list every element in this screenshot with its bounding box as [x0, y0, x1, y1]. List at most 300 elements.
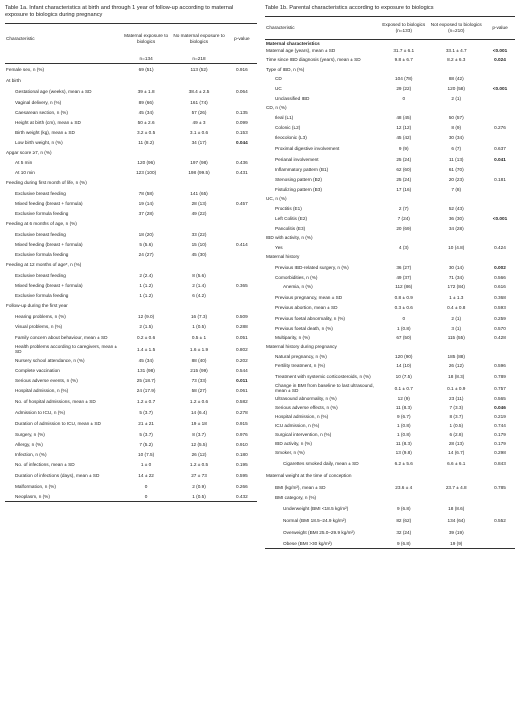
row-label: Surgical intervention, n (%) — [275, 432, 332, 438]
row-exposed-value — [380, 469, 428, 481]
row-p-value: 0.259 — [494, 315, 506, 321]
row-not-exposed-value: 1.2 ± 0.5 — [189, 461, 209, 467]
row-not-exposed-value: 10 (4.8) — [448, 244, 465, 250]
row-p-value — [485, 351, 515, 361]
row-p-value — [227, 97, 257, 107]
row-label: Feeding during first month of life, n (%) — [6, 180, 87, 186]
table-row — [5, 375, 257, 385]
row-label: Serious adverse effects, n (%) — [275, 405, 338, 411]
row-exposed-value: 104 (78) — [395, 75, 413, 81]
row-exposed-value: 19 (14) — [138, 200, 154, 206]
row-not-exposed-value: 134 (64) — [447, 517, 465, 523]
row-label: Left Colitis (E2) — [275, 215, 308, 221]
table-row — [5, 417, 257, 429]
table-row — [5, 229, 257, 239]
row-label: Comorbidities, n (%) — [275, 275, 318, 281]
row-label: CD, n (%) — [266, 105, 287, 111]
row-exposed-value: 11 (8.3) — [395, 441, 412, 447]
row-not-exposed-value: 23 (11) — [448, 396, 464, 402]
row-p-value: 0.457 — [236, 200, 248, 206]
row-p-value — [485, 538, 515, 549]
row-not-exposed-value: 15 (10) — [191, 241, 207, 247]
row-not-exposed-value: 18 (8.3) — [448, 373, 465, 379]
row-p-value — [485, 184, 515, 194]
row-p-value: 0.436 — [236, 159, 248, 165]
row-label: No. of hospital admissions, mean ± SD — [15, 398, 96, 404]
row-not-exposed-value: 57 (26) — [191, 109, 207, 115]
header-not-exposed: No maternal exposure to biologics — [171, 24, 226, 55]
row-not-exposed-value — [428, 65, 486, 73]
row-not-exposed-value — [171, 75, 226, 86]
row-not-exposed-value — [171, 259, 226, 270]
table-row — [5, 355, 257, 365]
row-not-exposed-value: 12 (5.5) — [190, 441, 208, 447]
table-row — [5, 300, 257, 311]
table-row — [265, 93, 515, 103]
table-row — [265, 394, 515, 403]
row-p-value — [485, 252, 515, 261]
table-row — [5, 157, 257, 167]
table-row — [265, 481, 515, 493]
row-exposed-value: 0.3 ± 0.6 — [394, 305, 413, 311]
row-exposed-value: 25 (18.7) — [136, 377, 156, 383]
table-1a-count-row — [5, 54, 257, 64]
row-label: Underweight (BMI <18.5 kg/m²) — [283, 505, 349, 511]
row-not-exposed-value — [171, 177, 226, 188]
row-not-exposed-value: 7 (3.3) — [449, 405, 464, 411]
row-label: Previous foetal abnormality, n (%) — [275, 315, 345, 321]
row-label: Maternal characteristics — [266, 41, 320, 47]
row-exposed-value: 17 (16) — [396, 186, 412, 192]
table-row — [265, 252, 515, 261]
header-p-value: p-value — [227, 24, 257, 55]
row-label: Vaginal delivery, n (%) — [15, 99, 62, 105]
header-not-exposed: Not exposed to biologics (n=210) — [428, 17, 486, 40]
row-not-exposed-value: 198 (99.5) — [188, 169, 210, 175]
row-label: Inflammatory pattern (B1) — [275, 166, 329, 172]
row-label: Maternal history during pregnancy — [266, 344, 337, 350]
table-row — [265, 412, 515, 421]
row-not-exposed-value: 71 (34) — [448, 275, 464, 281]
row-p-value: 0.153 — [236, 129, 248, 135]
row-p-value: 0.582 — [236, 398, 248, 404]
row-label: Pancolitis (E3) — [275, 225, 306, 231]
table-row — [5, 208, 257, 218]
row-not-exposed-value: 2 (1) — [451, 315, 462, 321]
row-not-exposed-value: 88 (42) — [448, 75, 464, 81]
row-exposed-value: 12 (12) — [396, 124, 412, 130]
row-not-exposed-value: 120 (58) — [447, 85, 465, 91]
table-1b-title: Table 1b. Parental characteristics according to exposure to biologics — [265, 5, 434, 11]
row-not-exposed-value: 185 (88) — [447, 353, 465, 359]
row-label: Unclassified IBD — [275, 95, 310, 101]
row-exposed-value: 1 (0.8) — [396, 326, 411, 332]
row-label: Maternal age (years), mean ± SD — [266, 48, 336, 54]
row-label: Change in BMI from baseline to last ultrasound, mean ± SD — [275, 383, 374, 394]
row-not-exposed-value: 2 (1) — [451, 95, 462, 101]
table-1a — [5, 23, 257, 502]
row-not-exposed-value: 0.1 ± 0.9 — [447, 385, 466, 391]
row-label: Natural pregnancy, n (%) — [275, 353, 327, 359]
row-exposed-value: 18 (20) — [138, 231, 154, 237]
row-p-value: 0.179 — [494, 441, 506, 447]
row-p-value: 0.616 — [494, 284, 506, 290]
row-not-exposed-value: 161 (74) — [190, 99, 208, 105]
header-exposed: Maternal exposure to biologics — [121, 24, 171, 55]
row-exposed-value: 82 (62) — [396, 517, 412, 523]
row-exposed-value: 5 (3.7) — [139, 409, 153, 415]
table-row — [265, 154, 515, 164]
row-not-exposed-value: 14 (6.4) — [190, 409, 208, 415]
row-exposed-value: 11 (8.3) — [395, 405, 412, 411]
row-label: At 10 min — [15, 169, 35, 175]
row-p-value: 0.195 — [236, 461, 248, 467]
row-exposed-value: 50 ± 2.6 — [137, 119, 155, 125]
row-label: Multiparity, n (%) — [275, 335, 310, 341]
row-label: Malformation, n (%) — [15, 483, 56, 489]
table-row — [5, 218, 257, 229]
row-exposed-value: 20 (69) — [396, 225, 412, 231]
row-not-exposed-value: 1 (0.5) — [449, 423, 464, 429]
row-not-exposed-value: 19 ± 18 — [191, 420, 207, 426]
row-not-exposed-value: 33.1 ± 4.7 — [445, 48, 467, 54]
row-not-exposed-value: 18 (8.6) — [448, 505, 465, 511]
table-row — [265, 174, 515, 184]
row-p-value: 0.046 — [494, 405, 506, 411]
row-label: Health problems according to caregivers, mean ± SD — [15, 344, 118, 355]
table-row — [5, 469, 257, 481]
row-not-exposed-value: 1 ± 1.3 — [449, 294, 464, 300]
row-exposed-value: 29 (22) — [396, 85, 412, 91]
row-p-value: 0.135 — [236, 109, 248, 115]
row-label: Fertility treatment, n (%) — [275, 363, 326, 369]
row-label: Anemia, n (%) — [283, 284, 313, 290]
row-label: At 5 min — [15, 159, 33, 165]
table-row — [265, 103, 515, 112]
row-not-exposed-value: 39 (19) — [448, 529, 464, 535]
table-row — [265, 213, 515, 223]
row-p-value — [485, 164, 515, 174]
row-p-value — [227, 218, 257, 229]
row-label: IBD with activity, n (%) — [266, 235, 313, 241]
row-p-value: 0.276 — [494, 124, 506, 130]
row-exposed-value — [380, 103, 428, 112]
row-exposed-value: 9 (6.8) — [380, 538, 428, 549]
row-not-exposed-value: 50 (57) — [448, 114, 464, 120]
table-row — [5, 280, 257, 290]
table-row — [5, 407, 257, 417]
row-label: Hospital admission, n (%) — [15, 387, 69, 393]
table-1b-header-row — [265, 17, 515, 40]
row-label: Smoker, n (%) — [275, 450, 305, 456]
table-row — [5, 259, 257, 270]
row-exposed-value: 7 (24) — [397, 215, 410, 221]
row-label: Normal (BMI 18.5–24.9 kg/m²) — [283, 517, 347, 523]
row-not-exposed-value: 33 (22) — [191, 231, 207, 237]
table-row — [265, 203, 515, 213]
row-exposed-value: 13 (9.8) — [395, 450, 412, 456]
table-row — [5, 117, 257, 127]
row-p-value — [485, 526, 515, 538]
table-row — [265, 184, 515, 194]
row-p-value: 0.915 — [236, 420, 248, 426]
row-label: Previous abortion, mean ± SD — [275, 305, 338, 311]
table-row — [5, 385, 257, 395]
row-not-exposed-value: 215 (99) — [190, 367, 208, 373]
table-row — [5, 449, 257, 459]
row-label: Maternal weight at the time of conception — [266, 472, 352, 478]
row-p-value: 0.509 — [236, 313, 248, 319]
header-exposed: Exposed to biologics (n=133) — [380, 17, 428, 40]
row-exposed-value: 45 (42) — [396, 134, 412, 140]
row-label: Type of IBD, n (%) — [266, 66, 305, 72]
row-label: Stenosing pattern (B2) — [275, 176, 322, 182]
row-not-exposed-value — [428, 252, 486, 261]
row-exposed-value — [121, 75, 171, 86]
row-exposed-value: 21 ± 21 — [138, 420, 154, 426]
row-not-exposed-value: 3.1 ± 0.6 — [189, 129, 209, 135]
table-row — [265, 382, 515, 394]
table-row — [265, 469, 515, 481]
row-exposed-value — [380, 233, 428, 242]
row-p-value: 0.910 — [236, 441, 248, 447]
row-exposed-value: 9 (6.7) — [396, 414, 411, 420]
row-p-value — [485, 73, 515, 83]
row-p-value: 0.565 — [494, 396, 506, 402]
row-p-value: 0.566 — [494, 275, 506, 281]
table-row — [265, 342, 515, 351]
row-label: Complete vaccination — [15, 367, 60, 373]
row-not-exposed-value: 36 (30) — [448, 215, 464, 221]
row-p-value: 0.593 — [494, 305, 506, 311]
row-not-exposed-value: 8 (9) — [451, 124, 462, 130]
row-exposed-value — [380, 493, 428, 502]
row-label: Perianal involvement — [275, 156, 319, 162]
table-1a-title: Table 1a. Infant characteristics at birth and through 1 year of follow-up according to maternal exposure to biologics during pregnancy — [5, 5, 234, 19]
row-not-exposed-value: 11 (13) — [448, 156, 464, 162]
row-not-exposed-value: 8.2 ± 6.3 — [447, 57, 466, 63]
row-p-value: 0.011 — [236, 377, 248, 383]
row-label: CD — [275, 75, 282, 81]
row-exposed-value — [380, 65, 428, 73]
table-row — [5, 198, 257, 208]
row-label: Exclusive breast feeding — [15, 190, 66, 196]
row-exposed-value: 69 (51) — [138, 67, 154, 73]
table-row — [265, 273, 515, 282]
row-p-value — [227, 229, 257, 239]
table-row — [5, 481, 257, 491]
row-label: Cigarettes smoked daily, mean ± SD — [283, 460, 359, 466]
row-label: Low birth weight, n (%) — [15, 139, 63, 145]
row-label: Exclusive formula feeding — [15, 251, 69, 257]
row-label: Feeding at 6 months of age, n (%) — [6, 221, 77, 227]
row-not-exposed-value — [171, 218, 226, 229]
row-exposed-value: 24 (27) — [138, 251, 154, 257]
row-exposed-value: 6.2 ± 5.6 — [394, 460, 413, 466]
row-exposed-value: 2 (2.4) — [139, 272, 153, 278]
row-exposed-value: 1.2 ± 0.7 — [136, 398, 156, 404]
table-row — [265, 361, 515, 370]
row-p-value — [485, 233, 515, 242]
row-p-value: 0.785 — [494, 484, 506, 490]
row-label: No. of infections, mean ± SD — [15, 461, 75, 467]
row-p-value: 0.424 — [494, 244, 506, 250]
row-p-value: 0.544 — [236, 367, 248, 373]
row-exposed-value: 11 (8.2) — [138, 139, 154, 145]
row-not-exposed-value: 27 ± 73 — [191, 472, 207, 478]
row-not-exposed-value: 34 (17) — [191, 139, 207, 145]
row-label: Duration of admission to ICU, mean ± SD — [15, 420, 101, 426]
row-label: Serious adverse events, n (%) — [15, 377, 78, 383]
table-row — [265, 122, 515, 132]
row-exposed-value: 4 (3) — [398, 244, 409, 250]
row-exposed-value: 48 (45) — [396, 114, 412, 120]
row-label: Exclusive formula feeding — [15, 210, 69, 216]
row-not-exposed-value: 1.6 ± 1.9 — [189, 346, 209, 352]
row-p-value — [485, 65, 515, 73]
table-row — [265, 73, 515, 83]
row-exposed-value: 62 (60) — [396, 166, 412, 172]
row-not-exposed-value: 45 (30) — [191, 251, 207, 257]
row-label: Exclusive breast feeding — [15, 272, 66, 278]
row-exposed-value: 7 (5.2) — [139, 441, 153, 447]
row-exposed-value: 120 (90) — [395, 353, 413, 359]
row-label: Feeding at 12 months of age*, n (%) — [6, 262, 82, 268]
row-exposed-value — [121, 147, 171, 157]
row-label: Admission to ICU, n (%) — [15, 409, 66, 415]
table-row — [265, 54, 515, 65]
row-label: Height at birth (cm), mean ± SD — [15, 119, 81, 125]
table-row — [265, 514, 515, 526]
table-row — [265, 403, 515, 412]
row-exposed-value: 0 — [402, 95, 406, 101]
row-not-exposed-value: 2 (1.4) — [192, 282, 206, 288]
table-row — [265, 282, 515, 291]
row-not-exposed-value: 26 (12) — [191, 451, 207, 457]
row-p-value — [485, 103, 515, 112]
row-p-value — [227, 300, 257, 311]
row-label: Yes — [275, 244, 283, 250]
row-not-exposed-value: 34 (28) — [448, 225, 464, 231]
table-row — [265, 351, 515, 361]
row-label: Mixed feeding (breast + formula) — [15, 241, 83, 247]
row-exposed-value: 1.4 ± 1.5 — [136, 346, 156, 352]
row-p-value — [227, 177, 257, 188]
row-label: BMI category, n (%) — [275, 495, 317, 501]
row-p-value — [485, 112, 515, 122]
row-exposed-value — [121, 300, 171, 311]
row-exposed-value: 10 (7.5) — [395, 373, 412, 379]
row-p-value — [485, 203, 515, 213]
row-label: Ultrasound abnormality, n (%) — [275, 396, 337, 402]
row-label: Overweight (BMI 25.0–29.9 kg/m²) — [283, 529, 355, 535]
row-not-exposed-value: 7 (8) — [451, 186, 462, 192]
row-p-value: 0.002 — [494, 264, 506, 270]
row-p-value — [485, 93, 515, 103]
row-exposed-value: 1 (1.2) — [139, 282, 153, 288]
row-label: Apgar score ≥7, n (%) — [6, 149, 52, 155]
table-row — [5, 311, 257, 321]
row-p-value: 0.202 — [236, 357, 248, 363]
row-label: Duration of infections (days), mean ± SD — [15, 472, 100, 478]
row-not-exposed-value: 30 (34) — [448, 134, 464, 140]
row-label: UC, n (%) — [266, 196, 287, 202]
row-not-exposed-value: 0.4 ± 0.8 — [447, 305, 466, 311]
table-row — [5, 491, 257, 502]
row-p-value — [227, 259, 257, 270]
row-label: At birth — [6, 78, 21, 84]
row-p-value: 0.041 — [494, 156, 506, 162]
row-label: BMI (kg/m²), mean ± SD — [275, 484, 326, 490]
table-row — [5, 167, 257, 177]
row-exposed-value: 39 ± 1.8 — [137, 89, 155, 95]
row-label: Hearing problems, n (%) — [15, 313, 66, 319]
row-label: Birth weight (kg), mean ± SD — [15, 129, 75, 135]
row-p-value: 0.431 — [236, 169, 248, 175]
row-p-value: <0.001 — [492, 85, 508, 91]
row-p-value — [227, 249, 257, 259]
row-p-value: <0.001 — [492, 215, 508, 221]
row-p-value — [227, 270, 257, 280]
row-exposed-value: 36 (27) — [396, 264, 412, 270]
row-p-value: 0.365 — [236, 282, 248, 288]
row-not-exposed-value — [171, 147, 226, 157]
row-p-value: 0.099 — [236, 119, 248, 125]
row-not-exposed-value: 1 (0.5) — [192, 323, 206, 329]
row-label: Ileal (L1) — [275, 114, 294, 120]
row-exposed-value: 131 (98) — [137, 367, 155, 373]
row-exposed-value: 49 (37) — [396, 275, 412, 281]
table-row — [265, 448, 515, 457]
row-not-exposed-value: 115 (55) — [447, 335, 465, 341]
table-row — [265, 324, 515, 333]
table-row — [5, 290, 257, 300]
row-p-value: 0.180 — [236, 451, 248, 457]
row-p-value: 0.428 — [494, 335, 506, 341]
table-row — [5, 365, 257, 375]
row-not-exposed-value: 6 (7) — [451, 145, 462, 151]
row-exposed-value: 1 (1.2) — [139, 292, 153, 298]
row-p-value: 0.414 — [236, 241, 248, 247]
row-label: Mixed feeding (breast + formula) — [15, 282, 83, 288]
row-not-exposed-value: 2 (0.9) — [192, 483, 206, 489]
row-p-value: 0.757 — [494, 385, 506, 391]
row-label: Colonic (L2) — [275, 124, 301, 130]
table-row — [265, 164, 515, 174]
header-characteristic: Characteristic — [265, 17, 380, 40]
row-not-exposed-value: 49 ± 3 — [192, 119, 206, 125]
row-label: Caesarean section, n (%) — [15, 109, 68, 115]
row-exposed-value: 67 (50) — [396, 335, 412, 341]
row-exposed-value: 0.1 ± 0.7 — [394, 385, 413, 391]
table-row — [265, 142, 515, 154]
row-exposed-value: 3.2 ± 0.5 — [136, 129, 156, 135]
row-p-value — [227, 75, 257, 86]
row-label: Maternal history — [266, 254, 300, 260]
table-row — [265, 457, 515, 469]
row-p-value: 0.916 — [236, 67, 248, 73]
row-exposed-value: 123 (100) — [136, 169, 157, 175]
table-1b — [265, 16, 515, 549]
row-not-exposed-value — [428, 342, 486, 351]
row-p-value: 0.266 — [236, 483, 248, 489]
row-p-value — [485, 469, 515, 481]
table-row — [5, 137, 257, 147]
row-label: Previous foetal death, n (%) — [275, 326, 333, 332]
row-not-exposed-value: 23.7 ± 4.8 — [445, 484, 467, 490]
table-row — [5, 239, 257, 249]
row-p-value — [227, 188, 257, 198]
